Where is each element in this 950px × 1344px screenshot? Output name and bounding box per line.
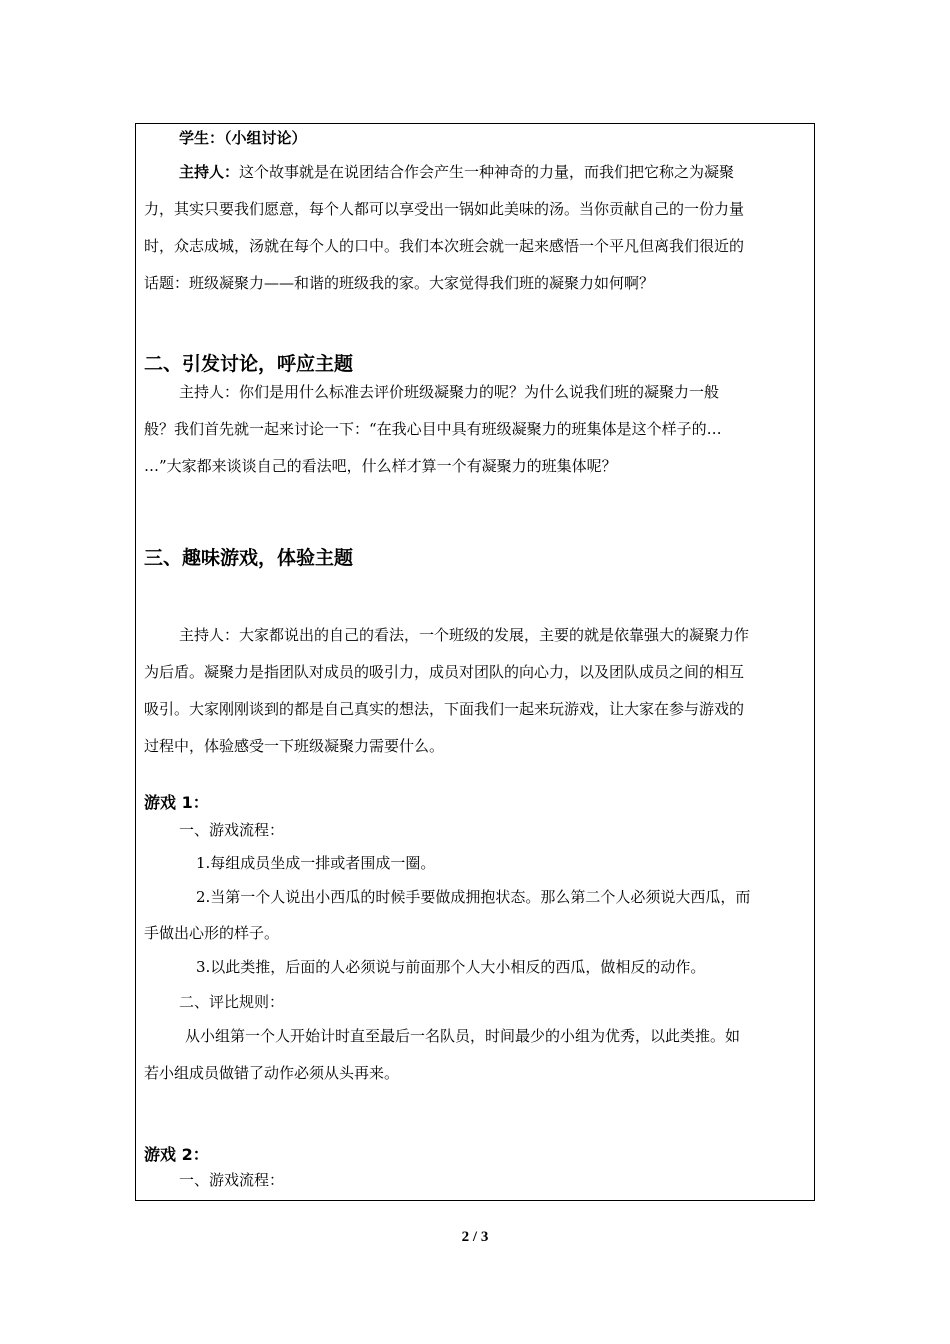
section3-line-2: 为后盾。凝聚力是指团队对成员的吸引力，成员对团队的向心力，以及团队成员之间的相互 [144,663,745,681]
host-paragraph-line-1 [179,163,734,181]
section2-line-2: 般？我们首先就一起来讨论一下：“在我心目中具有班级凝聚力的班集体是这个样子的… [144,420,722,438]
host-paragraph-line-2: 力，其实只要我们愿意，每个人都可以享受出一锅如此美味的汤。当你贡献自己的一份力量 [144,200,745,218]
section2-line-1: 主持人：你们是用什么标准去评价班级凝聚力的呢？为什么说我们班的凝聚力一般 [179,383,720,401]
game1-step-1: 1.每组成员坐成一排或者围成一圈。 [196,854,436,872]
game1-title: 游戏 1： [144,793,209,812]
host-paragraph-line-4: 话题：班级凝聚力——和谐的班级我的家。大家觉得我们班的凝聚力如何啊？ [144,274,655,292]
game2-flow-label: 一、游戏流程： [179,1171,285,1189]
section3-line-3: 吸引。大家刚刚谈到的都是自己真实的想法，下面我们一起来玩游戏，让大家在参与游戏的 [144,700,745,718]
section3-heading: 三、趣味游戏，体验主题 [144,547,354,569]
game2-title: 游戏 2： [144,1145,209,1164]
game1-rules-line-2: 若小组成员做错了动作必须从头再来。 [144,1064,400,1082]
section2-heading: 二、引发讨论，呼应主题 [144,353,354,375]
section3-line-4: 过程中，体验感受一下班级凝聚力需要什么。 [144,737,445,755]
game1-step-2-line-2: 手做出心形的样子。 [144,924,280,942]
host-line1-text: 这个故事就是在说团结合作会产生一种神奇的力量，而我们把它称之为凝聚 [239,163,735,181]
host-label: 主持人： [179,163,240,181]
section2-line-3: …”大家都来谈谈自己的看法吧，什么样才算一个有凝聚力的班集体呢？ [144,457,617,475]
game1-flow-label: 一、游戏流程： [179,821,285,839]
section3-line-1: 主持人：大家都说出的自己的看法，一个班级的发展，主要的就是依靠强大的凝聚力作 [179,626,750,644]
host-paragraph-line-3: 时，众志成城，汤就在每个人的口中。我们本次班会就一起来感悟一个平凡但离我们很近的 [144,237,745,255]
game1-rules-label: 二、评比规则： [179,993,285,1011]
game1-step-3: 3.以此类推，后面的人必须说与前面那个人大小相反的西瓜，做相反的动作。 [196,958,706,976]
game1-rules-line-1: 从小组第一个人开始计时直至最后一名队员，时间最少的小组为优秀，以此类推。如 [185,1027,741,1045]
game1-step-2-line-1: 2.当第一个人说出小西瓜的时候手要做成拥抱状态。那么第二个人必须说大西瓜，而 [196,888,751,906]
student-label: 学生：（小组讨论） [179,129,307,147]
page-number: 2 / 3 [461,1229,489,1245]
